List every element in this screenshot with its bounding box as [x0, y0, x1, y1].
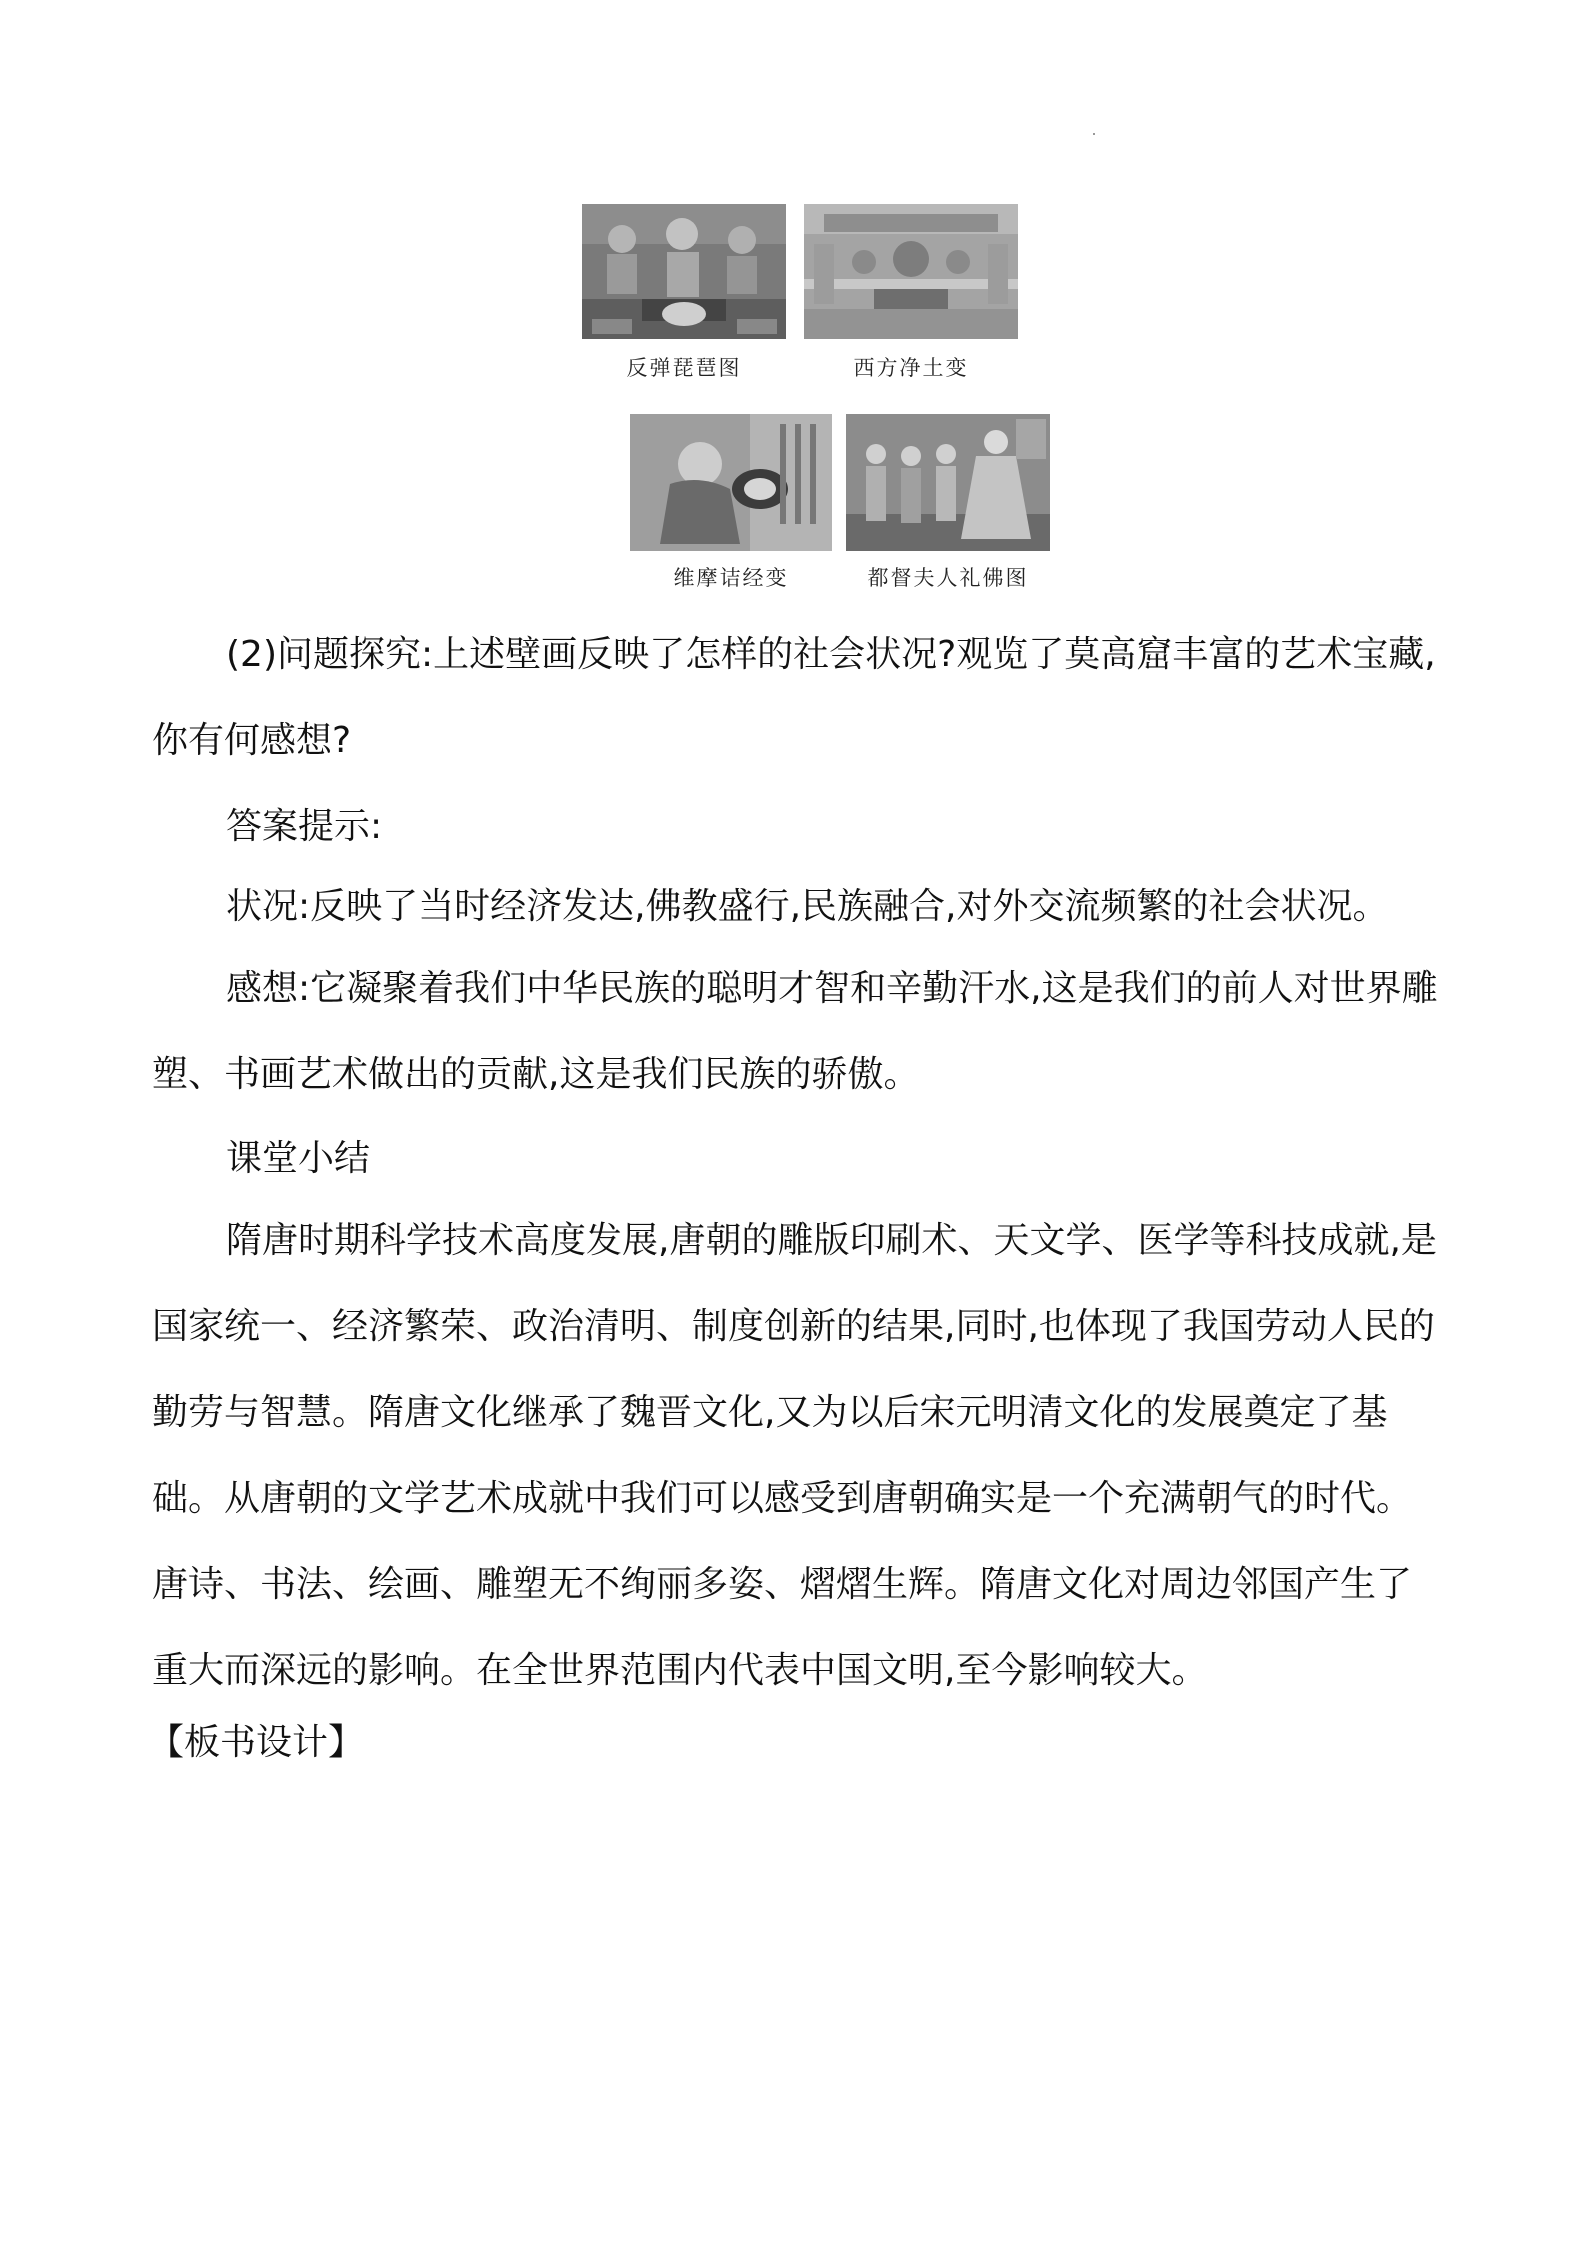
- mural-image-weimojie: [630, 414, 832, 551]
- summary-title: 课堂小结: [226, 1138, 371, 1179]
- figure-caption: 维摩诘经变: [673, 566, 789, 590]
- board-design-heading: 【板书设计】: [148, 1722, 365, 1763]
- answer-label: 答案提示:: [226, 806, 383, 847]
- figure-caption: 都督夫人礼佛图: [867, 566, 1029, 590]
- mural-image-fanTanPipa: [582, 204, 786, 339]
- figure-caption: 反弹琵琶图: [626, 356, 742, 380]
- figure-xifangJingtu: [804, 204, 1018, 384]
- answer-feeling: 感想:它凝聚着我们中华民族的聪明才智和辛勤汗水,这是我们的前人对世界雕塑、书画艺术做出的贡献,这是我们民族的骄傲。: [152, 968, 1438, 1095]
- figure-dudufuren: [846, 414, 1050, 594]
- question-paragraph: (2)问题探究:上述壁画反映了怎样的社会状况?观览了莫高窟丰富的艺术宝藏,你有何感想?: [152, 634, 1436, 761]
- figure-caption: 西方净土变: [853, 356, 969, 380]
- stray-mark: [1093, 133, 1095, 135]
- summary-paragraph: 隋唐时期科学技术高度发展,唐朝的雕版印刷术、天文学、医学等科技成就,是国家统一、经济繁荣、政治清明、制度创新的结果,同时,也体现了我国劳动人民的勤劳与智慧。隋唐文化继承了魏晋文化,又为以后宋元明清文化的发展奠定了基础。从唐朝的文学艺术成就中我们可以感受到唐朝确实是一个充满朝气的时代。唐诗、书法、绘画、雕塑无不绚丽多姿、熠熠生辉。隋唐文化对周边邻国产生了重大而深远的影响。在全世界范围内代表中国文明,至今影响较大。: [152, 1220, 1437, 1691]
- figure-fanTanPipa: [582, 204, 786, 384]
- mural-image-xifangJingtu: [804, 204, 1018, 339]
- figure-weimojie: [630, 414, 832, 594]
- mural-image-dudufuren: [846, 414, 1050, 551]
- answer-status: 状况:反映了当时经济发达,佛教盛行,民族融合,对外交流频繁的社会状况。: [226, 886, 1389, 927]
